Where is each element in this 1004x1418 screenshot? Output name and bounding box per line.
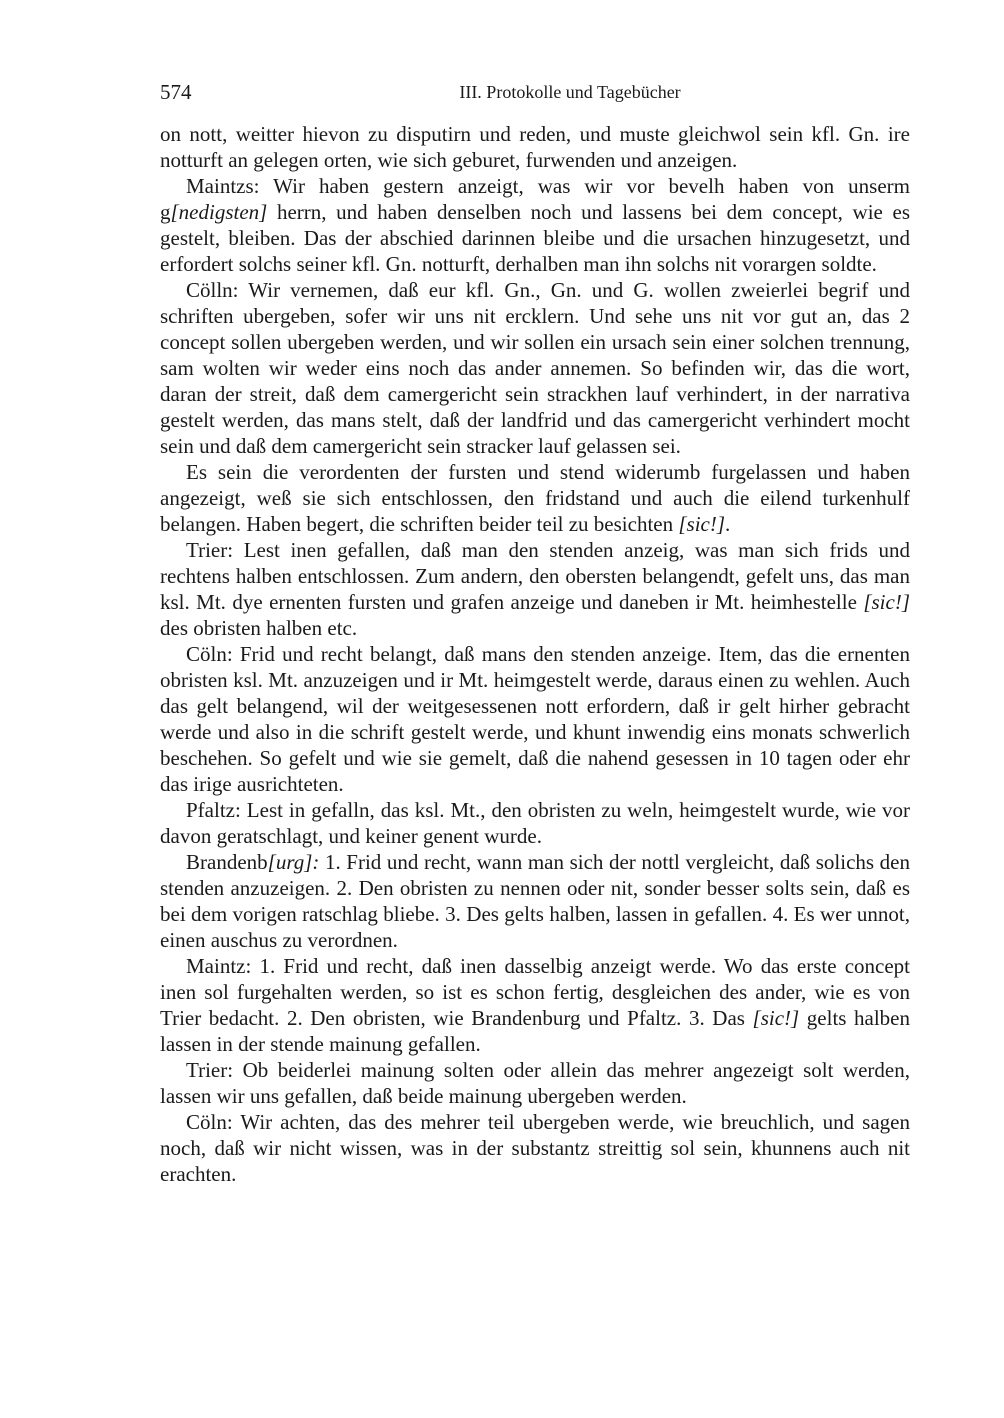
text-run: Pfaltz: Lest in gefalln, das ksl. Mt., den obristen zu weln, heimgestelt wurde, wie vor davon geratschlagt, und keiner genent wurde.	[160, 798, 910, 848]
editorial-note: [sic!]	[863, 590, 910, 614]
text-run: Maintz: 1. Frid und recht, daß inen dasselbig anzeigt werde. Wo das erste concept inen sol furgehalten werden, so ist es schon fertig, desgleichen des ander, wie es von Trier bedacht. 2. Den obristen, wie Brandenburg und Pfaltz. 3. Das	[160, 954, 910, 1030]
text-run: Trier: Lest inen gefallen, daß man den stenden anzeig, was man sich frids und rechtens halben entschlossen. Zum andern, den obersten belangendt, gefelt uns, das man ksl. Mt. dye ernenten fursten und grafen anzeige und daneben ir Mt. heimhestelle	[160, 538, 910, 614]
text-run: Trier: Ob beiderlei mainung solten oder allein das mehrer angezeigt solt werden, lassen wir uns gefallen, daß beide mainung ubergeben werden.	[160, 1058, 910, 1108]
text-run: gelts halben lassen in der stende mainung gefallen.	[160, 1006, 911, 1056]
text-run: Cöln: Frid und recht belangt, daß mans den stenden anzeige. Item, das die ernenten obristen ksl. Mt. anzuzeigen und ir Mt. heimgestelt werde, daraus einen zu wehlen. Auch das gelt belangend, wil der weitgesessenen nott erfordern, daß ir gelt hirher gebracht werde und also in die schrift gestelt werde, und khunt inwendig eins monats schwerlich beschehen. So gefelt und wie sie gemelt, daß die nahend gesessen in 10 tagen oder ehr das irige ausrichteten.	[160, 642, 910, 796]
editorial-note: [nedigsten]	[170, 200, 268, 224]
text-run: .	[725, 512, 731, 536]
text-run: Es sein die verordenten der fursten und stend widerumb furgelassen und haben angezeigt, weß sie sich entschlossen, den fridstand und auch die eilend turkenhulf belangen. Haben begert, die schriften beider teil zu besichten	[160, 460, 910, 536]
text-run: Cöln: Wir achten, das des mehrer teil ubergeben werde, wie breuchlich, und sagen noch, daß wir nicht wissen, was in der substantz streittig sol sein, khunnens auch nit erachten.	[160, 1110, 910, 1186]
editorial-note: [urg]:	[267, 850, 320, 874]
running-title: III. Protokolle und Tagebücher	[459, 82, 681, 102]
text-run: on nott, weitter hievon zu disputirn und reden, und muste gleichwol sein kfl. Gn. ire notturft an gelegen orten, wie sich geburet, furwenden und anzeigen.	[160, 122, 910, 172]
text-run: des obristen halben etc.	[160, 616, 358, 640]
paragraph	[160, 277, 910, 459]
body-text	[160, 121, 910, 1187]
paragraph	[160, 1057, 910, 1109]
paragraph	[160, 641, 910, 797]
paragraph	[160, 849, 910, 953]
paragraph	[160, 459, 910, 537]
page-header	[160, 80, 910, 110]
paragraph	[160, 1109, 910, 1187]
editorial-note: [sic!]	[678, 512, 726, 536]
text-run: Brandenb	[186, 850, 268, 874]
paragraph	[160, 173, 910, 277]
page-number: 574	[160, 80, 192, 104]
editorial-note: [sic!]	[752, 1006, 800, 1030]
text-run: Maintzs: Wir haben gestern anzeigt, was wir vor bevelh haben von unserm g	[160, 174, 910, 224]
text-run: herrn, und haben denselben noch und lassens bei dem concept, wie es gestelt, bleiben. Das der abschied darinnen bleibe und die ursachen hinzugesetzt, und erfordert solchs seiner kfl. Gn. notturft, derhalben man ihn solchs nit vorargen soldte.	[160, 200, 910, 276]
text-run: 1. Frid und recht, wann man sich der nottl vergleicht, daß solichs den stenden anzuzeigen. 2. Den obristen zu nennen oder nit, sonder besser solts sein, daß es bei dem vorigen ratschlag bliebe. 3. Des gelts halben, lassen in gefallen. 4. Es wer unnot, einen auschus zu verordnen.	[160, 850, 910, 952]
paragraph	[160, 537, 910, 641]
paragraph	[160, 797, 910, 849]
text-run: Cölln: Wir vernemen, daß eur kfl. Gn., Gn. und G. wollen zweierlei begrif und schriften ubergeben, sofer wir uns nit ercklern. Und sehe uns nit vor gut an, das 2 concept sollen ubergeben werden, und wir sollen ein ursach sein einer solchen trennung, sam wolten wir weder eins noch das ander annemen. So befinden wir, das die wort, daran der streit, daß dem camergericht sein strackhen lauf verhindert, in der narrativa gestelt werden, das mans stelt, daß der landfrid und das camergericht verhindert mocht sein und daß dem camergericht sein stracker lauf gelassen sei.	[160, 278, 910, 458]
paragraph	[160, 953, 910, 1057]
paragraph	[160, 121, 910, 173]
